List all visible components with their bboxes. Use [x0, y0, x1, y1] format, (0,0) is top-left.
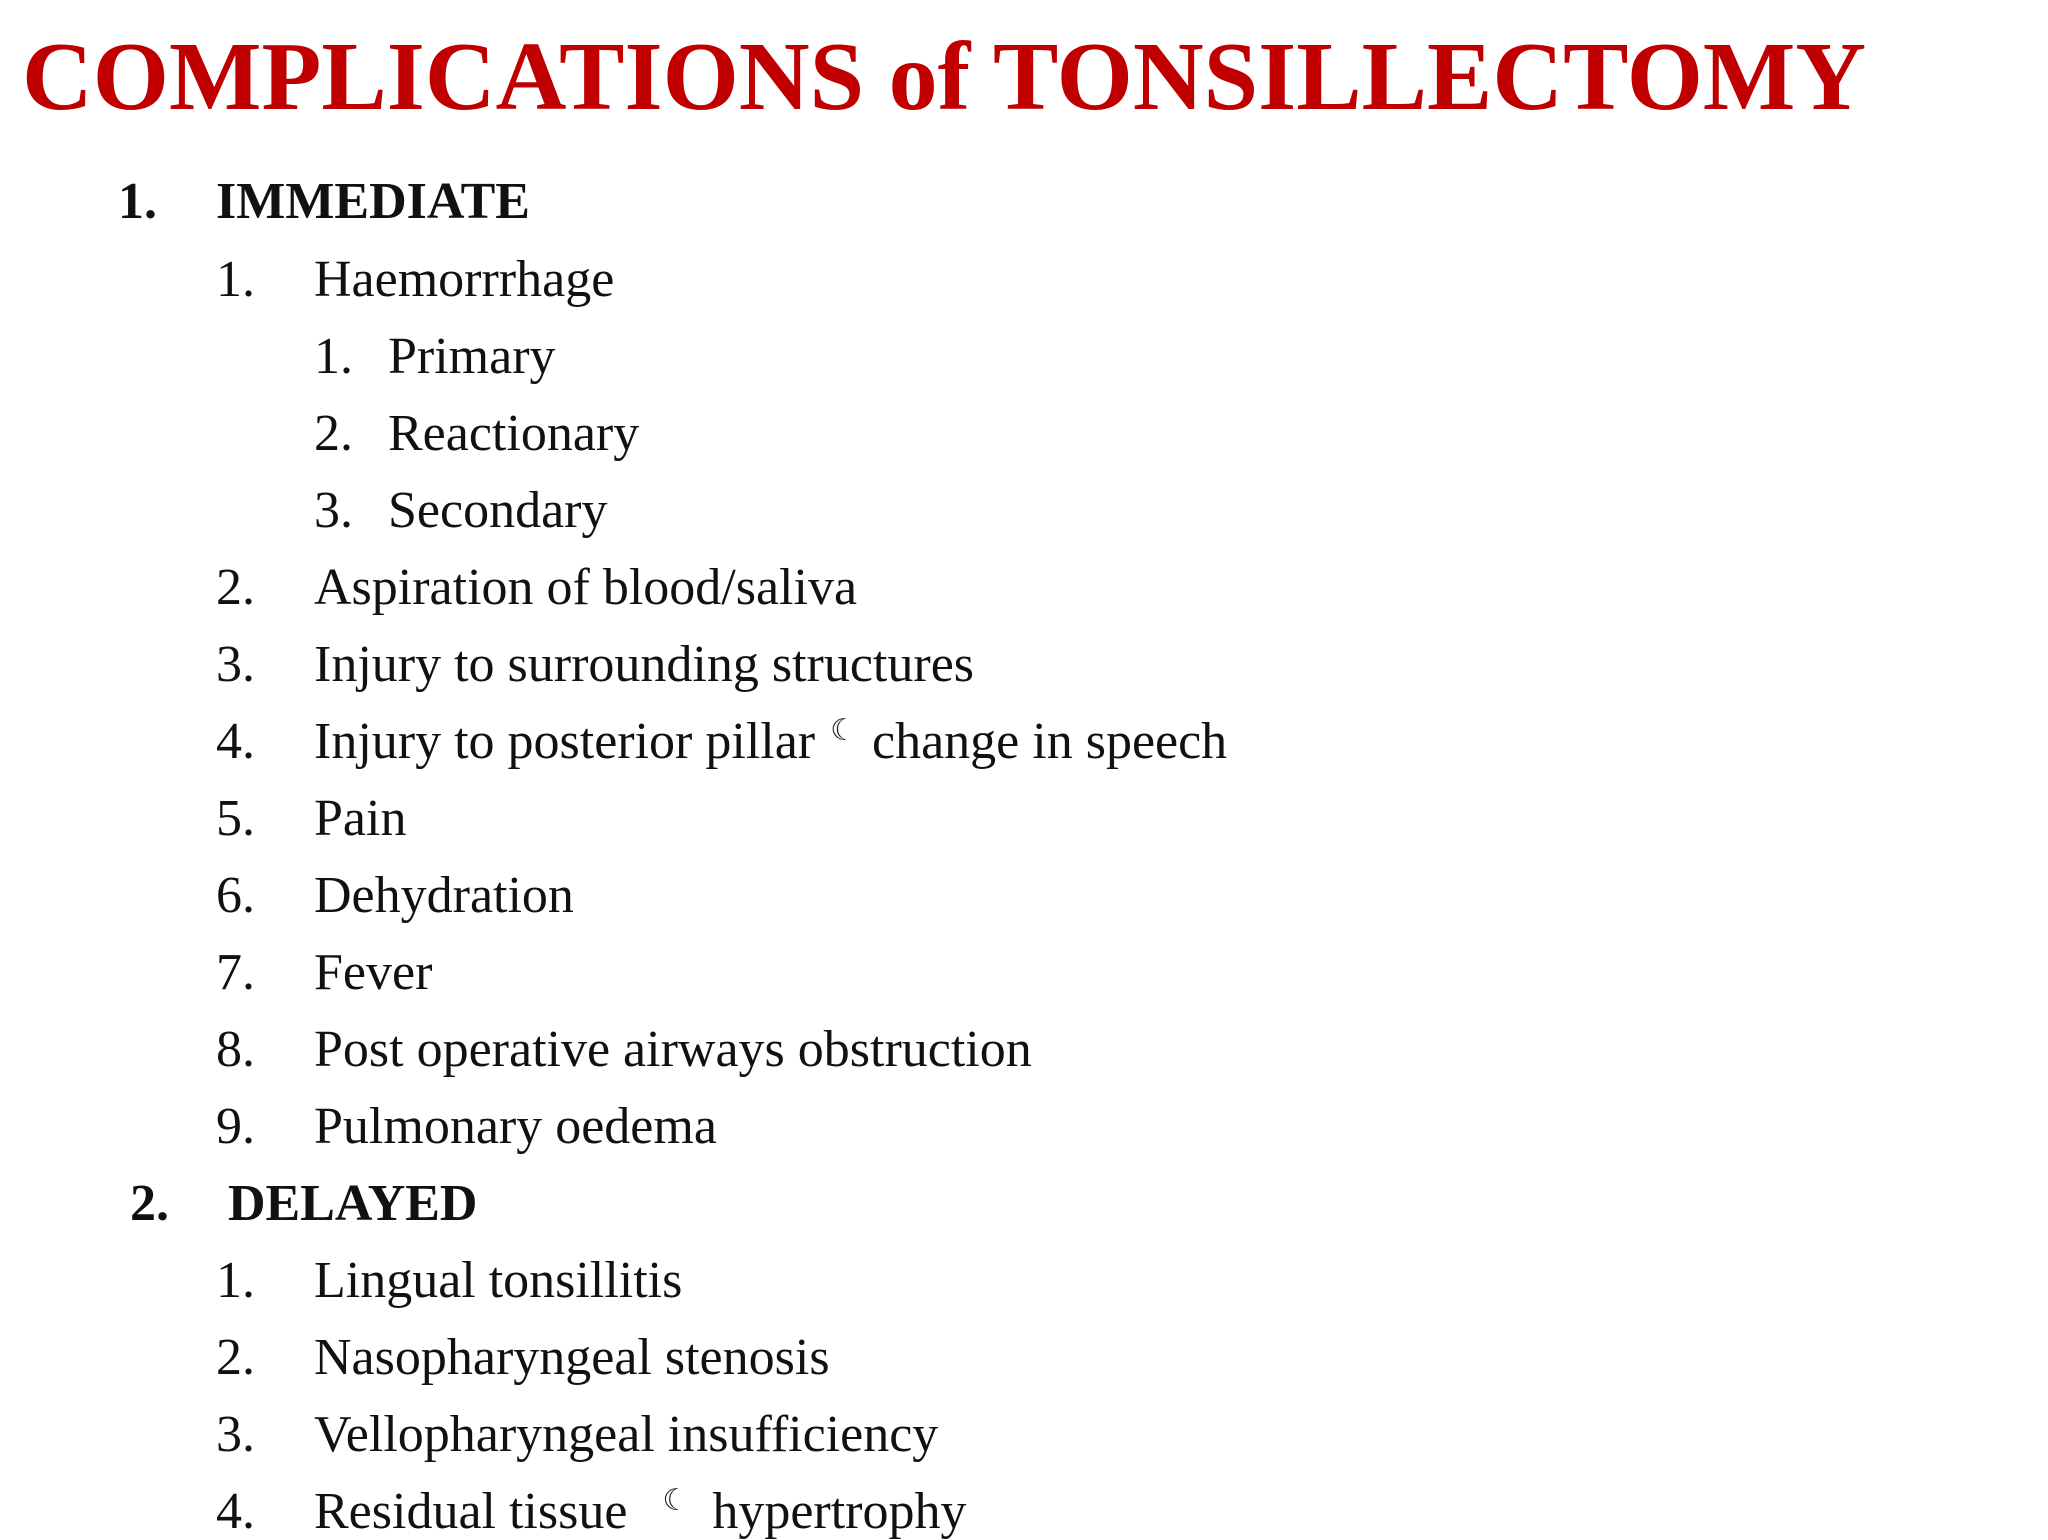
- item-text-after: change in speech: [872, 713, 1228, 770]
- item-number: 4.: [216, 1483, 255, 1540]
- item-text: Fever: [314, 944, 433, 1001]
- subitem-number: 3.: [314, 482, 353, 539]
- item-text: Pain: [314, 790, 407, 847]
- item-number: 8.: [216, 1021, 255, 1078]
- subitem-text: Primary: [388, 328, 556, 385]
- list-item: [0, 1483, 2048, 1540]
- item-text: Aspiration of blood/saliva: [314, 559, 858, 616]
- item-text: Post operative airways obstruction: [314, 1021, 1032, 1078]
- list-item: [0, 1252, 2048, 1315]
- item-text: Haemorrrhage: [314, 251, 615, 308]
- crescent-moon-icon: ☾: [662, 1484, 690, 1517]
- item-number: 6.: [216, 867, 255, 924]
- item-number: 4.: [216, 713, 255, 770]
- section-heading-delayed: [0, 1175, 2048, 1238]
- item-text: Vellopharyngeal insufficiency: [314, 1406, 939, 1463]
- item-text: Injury to surrounding structures: [314, 636, 975, 693]
- item-text: [314, 1483, 967, 1540]
- list-item: [0, 867, 2048, 930]
- item-number: 1.: [216, 251, 255, 308]
- item-number: 2.: [216, 1329, 255, 1386]
- section-number: 2.: [130, 1175, 169, 1232]
- page-title: COMPLICATIONS of TONSILLECTOMY: [22, 23, 1867, 131]
- list-item: [0, 1406, 2048, 1469]
- crescent-moon-icon: ☾: [830, 714, 858, 747]
- subitem-text: Secondary: [388, 482, 608, 539]
- section-heading-immediate: [0, 173, 2048, 236]
- subitem-text: Reactionary: [388, 405, 640, 462]
- list-item: [0, 1021, 2048, 1084]
- item-text-after: hypertrophy: [712, 1483, 967, 1540]
- list-item: [0, 1098, 2048, 1161]
- item-number: 9.: [216, 1098, 255, 1155]
- item-number: 2.: [216, 559, 255, 616]
- list-item: [0, 713, 2048, 776]
- item-number: 7.: [216, 944, 255, 1001]
- item-number: 3.: [216, 636, 255, 693]
- sub-list-item: [0, 405, 2048, 468]
- section-number: 1.: [118, 173, 157, 230]
- item-text-before: Residual tissue: [314, 1483, 628, 1540]
- item-text: [314, 713, 1228, 770]
- subitem-number: 2.: [314, 405, 353, 462]
- item-text: Lingual tonsillitis: [314, 1252, 683, 1309]
- item-text: Pulmonary oedema: [314, 1098, 717, 1155]
- sub-list-item: [0, 482, 2048, 545]
- subitem-number: 1.: [314, 328, 353, 385]
- item-number: 1.: [216, 1252, 255, 1309]
- list-item: [0, 944, 2048, 1007]
- list-item: [0, 251, 2048, 314]
- item-text: Dehydration: [314, 867, 574, 924]
- item-number: 3.: [216, 1406, 255, 1463]
- section-title: DELAYED: [228, 1175, 478, 1232]
- list-item: [0, 636, 2048, 699]
- item-text: Nasopharyngeal stenosis: [314, 1329, 830, 1386]
- list-item: [0, 559, 2048, 622]
- item-number: 5.: [216, 790, 255, 847]
- sub-list-item: [0, 328, 2048, 391]
- list-item: [0, 790, 2048, 853]
- list-item: [0, 1329, 2048, 1392]
- section-title: IMMEDIATE: [216, 173, 530, 230]
- item-text-before: Injury to posterior pillar: [314, 713, 816, 770]
